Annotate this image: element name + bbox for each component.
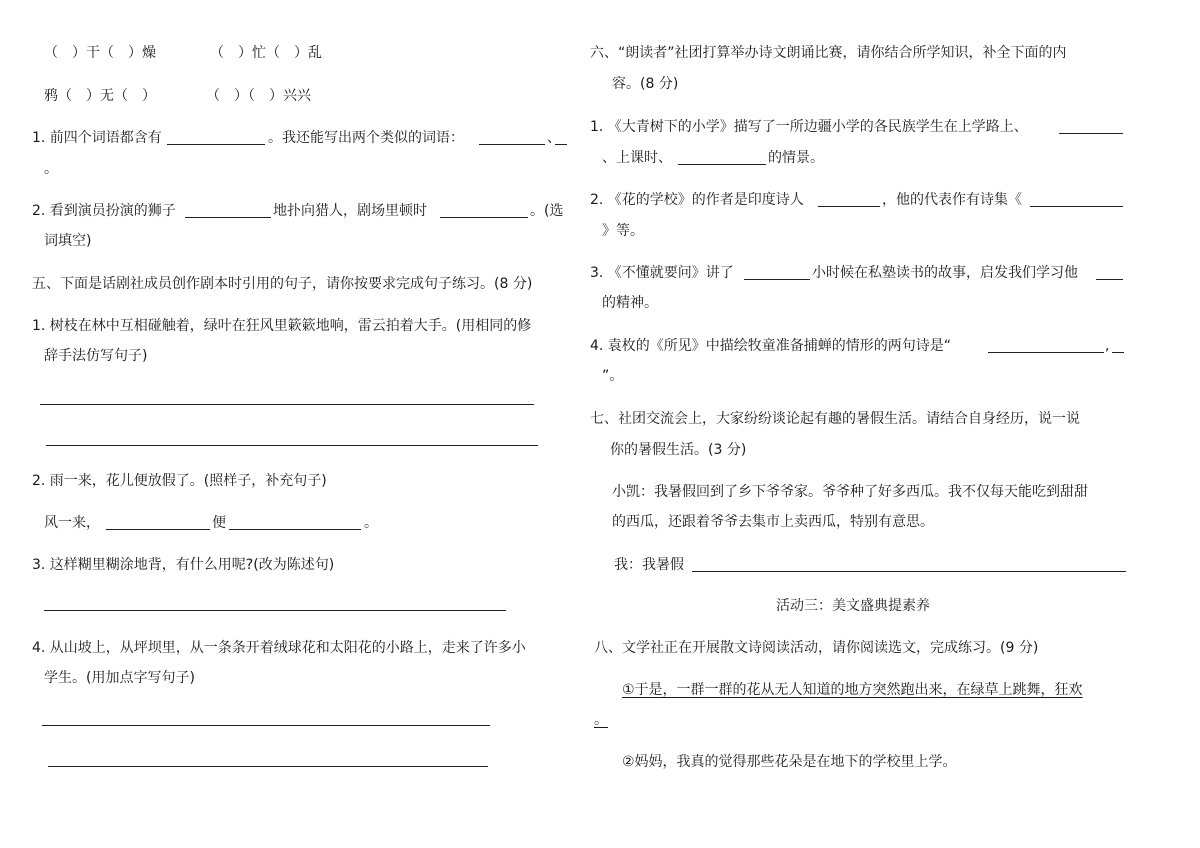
- section-6-heading: 六、“朗读者”社团打算举办诗文朗诵比赛，请你结合所学知识，补全下面的内: [590, 45, 1067, 61]
- r1-blank-1[interactable]: [1059, 133, 1123, 134]
- passage-sentence-1: ①于是，一群一群的花从无人知道的地方突然跑出来，在绿草上跳舞，狂欢: [622, 682, 1083, 698]
- r2-text: 2. 《花的学校》的作者是印度诗人: [590, 192, 804, 208]
- s3-answer-line[interactable]: [44, 610, 506, 611]
- s2-blank-1[interactable]: [106, 529, 210, 530]
- r4-blank-1[interactable]: [988, 352, 1104, 353]
- q1-blank-2[interactable]: [479, 144, 545, 145]
- s2-text-3: 便: [212, 515, 226, 531]
- q1-blank-1[interactable]: [167, 144, 265, 145]
- q2-text: 2. 看到演员扮演的狮子: [32, 203, 176, 219]
- q1-text: 1. 前四个词语都含有: [32, 130, 162, 146]
- s2-text: 2. 雨一来，花儿便放假了。(照样子，补充句子): [32, 473, 327, 489]
- s1-text-2: 辞手法仿写句子): [44, 348, 148, 364]
- q1-sep: 、: [547, 130, 561, 146]
- r4-text-2: ”。: [602, 368, 624, 384]
- s2-text-2: 风一来，: [44, 515, 100, 531]
- r2-text-3: 》等。: [602, 223, 644, 239]
- r2-blank-2[interactable]: [1030, 206, 1123, 207]
- section-5-heading: 五、下面是话剧社成员创作剧本时引用的句子，请你按要求完成句子练习。(8 分): [32, 276, 533, 292]
- s1-text: 1. 树枝在林中互相碰触着，绿叶在狂风里簌簌地响，雷云拍着大手。(用相同的修: [32, 318, 532, 334]
- section-7-heading: 七、社团交流会上，大家纷纷谈论起有趣的暑假生活。请结合自身经历，说一说: [590, 411, 1080, 427]
- xiaokai-text-2: 的西瓜，还跟着爷爷去集市上卖西瓜，特别有意思。: [612, 514, 934, 530]
- section-7-heading-2: 你的暑假生活。(3 分): [610, 442, 747, 458]
- s4-answer-line-2[interactable]: [48, 766, 488, 767]
- passage-sentence-1-end: 。: [594, 712, 608, 728]
- s1-answer-line-1[interactable]: [40, 404, 534, 405]
- my-summer-answer-line[interactable]: [692, 571, 1126, 572]
- word-row2-a: 鸦（ ）无（ ）: [44, 88, 156, 104]
- section-6-heading-2: 容。(8 分): [612, 76, 679, 92]
- my-summer-label: 我：我暑假: [614, 557, 684, 573]
- word-row1-a: （ ）干（ ）燥: [44, 45, 156, 61]
- section-8-heading: 八、文学社正在开展散文诗阅读活动，请你阅读选文，完成练习。(9 分): [594, 640, 1039, 656]
- s2-blank-2[interactable]: [229, 529, 361, 530]
- s3-text: 3. 这样糊里糊涂地背，有什么用呢?(改为陈述句): [32, 557, 335, 573]
- r3-text: 3. 《不懂就要问》讲了: [590, 265, 734, 281]
- q2-text-2: 地扑向猎人，剧场里顿时: [273, 203, 427, 219]
- s4-text: 4. 从山坡上，从坪坝里，从一条条开着绒球花和太阳花的小路上，走来了许多小: [32, 640, 526, 656]
- r4-sep: ,: [1105, 338, 1110, 354]
- r3-blank-2[interactable]: [1096, 279, 1123, 280]
- r4-text: 4. 袁枚的《所见》中描绘牧童准备捕蝉的情形的两句诗是“: [590, 338, 952, 354]
- s4-answer-line-1[interactable]: [42, 725, 490, 726]
- r1-text-3: 的情景。: [768, 150, 824, 166]
- s1-answer-line-2[interactable]: [46, 445, 538, 446]
- q2-blank-1[interactable]: [185, 217, 271, 218]
- r1-blank-2[interactable]: [678, 164, 766, 165]
- s2-text-4: 。: [364, 515, 378, 531]
- s4-text-2: 学生。(用加点字写句子): [44, 670, 195, 686]
- r4-blank-2[interactable]: [1112, 352, 1124, 353]
- word-row2-b: （ ）（ ）兴兴: [206, 88, 311, 104]
- q1-text-2: 。我还能写出两个类似的词语：: [268, 130, 464, 146]
- r3-text-2: 小时候在私塾读书的故事，启发我们学习他: [812, 265, 1078, 281]
- r2-text-2: ，他的代表作有诗集《: [882, 192, 1022, 208]
- r3-blank-1[interactable]: [744, 279, 810, 280]
- xiaokai-text: 小凯：我暑假回到了乡下爷爷家。爷爷种了好多西瓜。我不仅每天能吃到甜甜: [612, 484, 1088, 500]
- r3-text-3: 的精神。: [602, 295, 658, 311]
- q1-end: 。: [44, 161, 58, 177]
- r1-text-2: 、上课时、: [602, 150, 672, 166]
- word-row1-b: （ ）忙（ ）乱: [210, 45, 322, 61]
- q2-text-3: 。(选: [530, 203, 564, 219]
- activity-3-title: 活动三：美文盛典提素养: [776, 598, 930, 614]
- q2-blank-2[interactable]: [440, 217, 528, 218]
- q1-blank-3[interactable]: [555, 144, 567, 145]
- r1-text: 1. 《大青树下的小学》描写了一所边疆小学的各民族学生在上学路上、: [590, 119, 1028, 135]
- q2-text-4: 词填空): [44, 233, 92, 249]
- passage-sentence-2: ②妈妈，我真的觉得那些花朵是在地下的学校里上学。: [622, 754, 957, 770]
- r2-blank-1[interactable]: [818, 206, 880, 207]
